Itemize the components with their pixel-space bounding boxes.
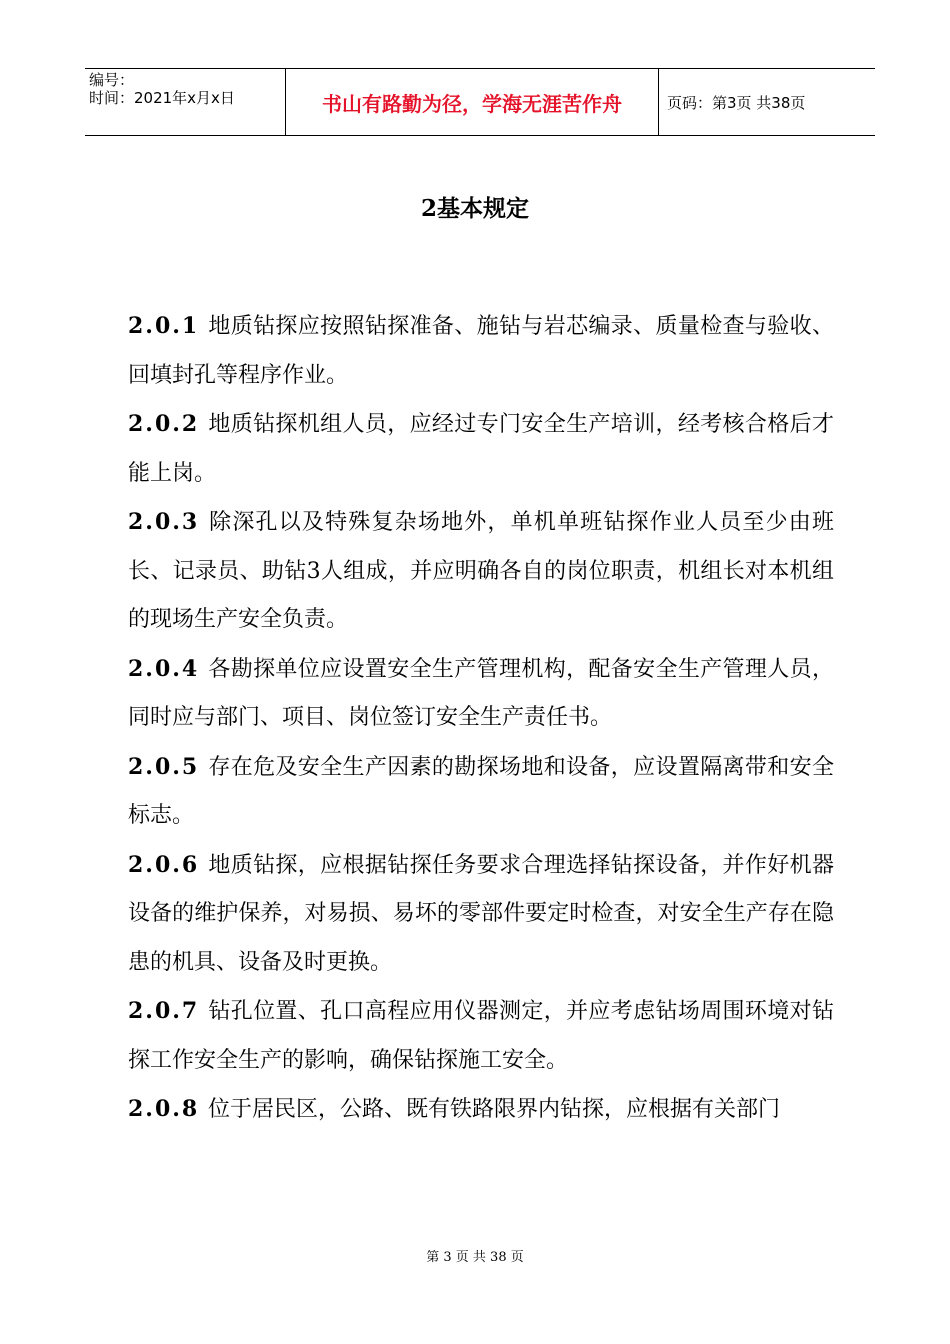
document-body [128,302,834,1135]
clause-text: 各勘探单位应设置安全生产管理机构，配备安全生产管理人员，同时应与部门、项目、岗位签订安全生产责任书。 [128,656,834,730]
clause-number: 2.0.5 [128,753,200,780]
clause-text: 地质钻探机组人员，应经过专门安全生产培训，经考核合格后才能上岗。 [128,412,834,486]
clause-number: 2.0.4 [128,655,200,682]
clause-paragraph [128,645,834,743]
clause-paragraph [128,400,834,498]
clause-number: 2.0.8 [128,1096,200,1122]
clause-paragraph [128,1085,834,1135]
clause-text: 存在危及安全生产因素的勘探场地和设备，应设置隔离带和安全标志。 [128,754,834,828]
clause-number: 2.0.1 [128,313,200,339]
clause-text: 位于居民区，公路、既有铁路限界内钻探，应根据有关部门 [208,1097,781,1122]
time-label: 时间：2021年x月x日 [89,89,235,107]
clause-number: 2.0.3 [128,509,200,535]
clause-paragraph [128,841,834,988]
clause-paragraph [128,498,834,645]
clause-number: 2.0.2 [128,411,200,437]
page-header [85,68,875,136]
clause-paragraph [128,302,834,400]
clause-number: 2.0.6 [128,851,200,878]
clause-number: 2.0.7 [128,998,200,1024]
section-title: 2基本规定 [420,195,529,222]
header-motto: 书山有路勤为径，学海无涯苦作舟 [286,69,659,135]
clause-text: 钻孔位置、孔口高程应用仪器测定，并应考虑钻场周围环境对钻探工作安全生产的影响，确保钻探施工安全。 [128,999,834,1073]
page-footer: 第 3 页 共 38 页 [426,1250,524,1265]
clause-text: 除深孔以及特殊复杂场地外，单机单班钻探作业人员至少由班长、记录员、助钻3人组成，并应明确各自的岗位职责，机组长对本机组的现场生产安全负责。 [128,510,834,632]
clause-paragraph [128,987,834,1085]
header-page-info: 页码：第3页 共38页 [667,93,806,112]
header-meta [85,69,286,135]
number-label: 编号： [89,71,135,89]
clause-text: 地质钻探，应根据钻探任务要求合理选择钻探设备，并作好机器设备的维护保养，对易损、易坏的零部件要定时检查，对安全生产存在隐患的机具、设备及时更换。 [128,852,834,975]
clause-text: 地质钻探应按照钻探准备、施钻与岩芯编录、质量检查与验收、回填封孔等程序作业。 [128,314,834,388]
clause-paragraph [128,743,834,841]
